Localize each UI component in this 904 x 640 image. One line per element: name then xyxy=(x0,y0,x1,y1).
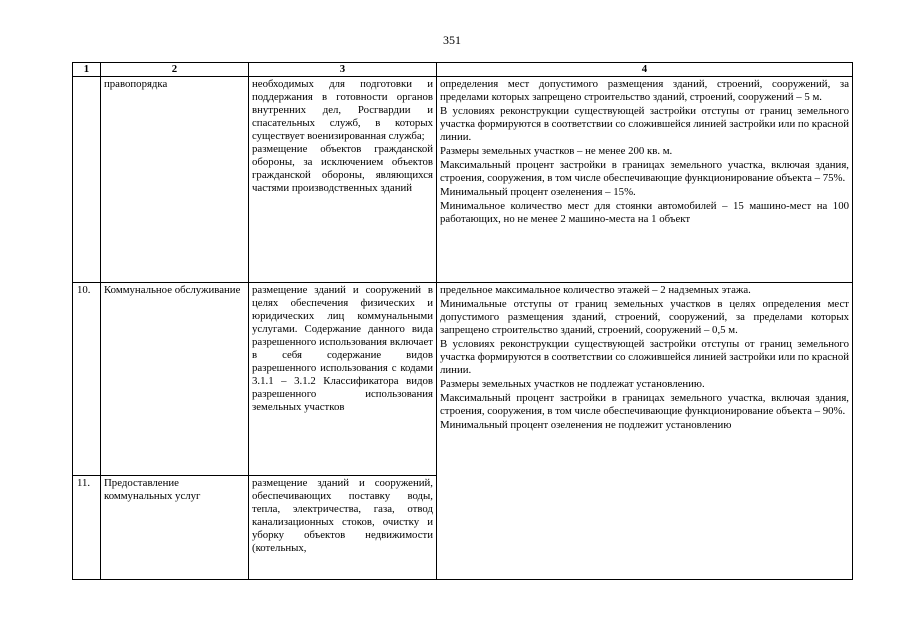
parameters xyxy=(437,77,853,283)
parameter-paragraph: Минимальные отступы от границ земельных участков в целях определения мест допустимого размещения зданий, строений, сооружений, за пределами которых запрещено строительство зданий, строений, сооружений – 0,5 м. xyxy=(440,298,849,336)
parameter-paragraph: Минимальный процент озеленения – 15%. xyxy=(440,186,636,198)
parameters xyxy=(437,283,853,580)
table-row xyxy=(73,77,853,283)
row-number: 10. xyxy=(73,283,101,476)
header-cell: 3 xyxy=(249,63,437,77)
use-name: Коммунальное обслуживание xyxy=(101,283,249,476)
use-name: правопорядка xyxy=(101,77,249,283)
header-cell: 1 xyxy=(73,63,101,77)
header-cell: 4 xyxy=(437,63,853,77)
page-number: 351 xyxy=(443,33,461,47)
table-header-row xyxy=(73,63,853,77)
parameter-paragraph: Размеры земельных участков – не менее 200 кв. м. xyxy=(440,145,673,157)
header-cell: 2 xyxy=(101,63,249,77)
parameter-paragraph: Размеры земельных участков не подлежат установлению. xyxy=(440,378,705,390)
table-row xyxy=(73,283,853,476)
row-number xyxy=(73,77,101,283)
row-number: 11. xyxy=(73,476,101,580)
parameter-paragraph: определения мест допустимого размещения зданий, строений, сооружений, за пределами которых запрещено строительство зданий, строений, сооружений – 5 м. xyxy=(440,78,849,103)
description-paragraph: размещение зданий и сооружений в целях обеспечения физических и юридических лиц коммунальными услугами. Содержание данного вида разрешенного использования включает в себя содержание видов разрешенного использования с кодами 3.1.1 – 3.1.2 Классификатора видов разрешенного использования земельных участков xyxy=(252,284,433,413)
parameter-paragraph: В условиях реконструкции существующей застройки отступы от границ земельного участка формируются в соответствии со сложившейся линией застройки или по красной линии. xyxy=(440,105,849,143)
use-name: Предоставление коммунальных услуг xyxy=(101,476,249,580)
regulations-table xyxy=(72,62,853,580)
parameter-paragraph: В условиях реконструкции существующей застройки отступы от границ земельного участка формируются в соответствии со сложившейся линией застройки или по красной линии. xyxy=(440,338,849,376)
use-description xyxy=(249,476,437,580)
description-paragraph: необходимых для подготовки и поддержания в готовности органов внутренних дел, Росгвардии и спасательных служб, в которых существует военизированная служба; xyxy=(252,78,433,142)
use-description xyxy=(249,77,437,283)
parameter-paragraph: Минимальное количество мест для стоянки автомобилей – 15 машино-мест на 100 работающих, но не менее 2 машино-места на 1 объект xyxy=(440,200,849,225)
description-paragraph: размещение зданий и сооружений, обеспечивающих поставку воды, тепла, электричества, газа, отвод канализационных стоков, очистку и уборку объектов недвижимости (котельных, xyxy=(252,477,433,554)
parameter-paragraph: Максимальный процент застройки в границах земельного участка, включая здания, строения, сооружения, в том числе обеспечивающие функционирование объекта – 90%. xyxy=(440,392,849,417)
description-paragraph: размещение объектов гражданской обороны, за исключением объектов гражданской обороны, являющихся частями производственных зданий xyxy=(252,143,433,194)
use-description xyxy=(249,283,437,476)
parameter-paragraph: Максимальный процент застройки в границах земельного участка, включая здания, строения, сооружения, в том числе обеспечивающие функционирование объекта – 75%. xyxy=(440,159,849,184)
parameter-paragraph: предельное максимальное количество этажей – 2 надземных этажа. xyxy=(440,284,751,296)
parameter-paragraph: Минимальный процент озеленения не подлежит установлению xyxy=(440,419,732,431)
